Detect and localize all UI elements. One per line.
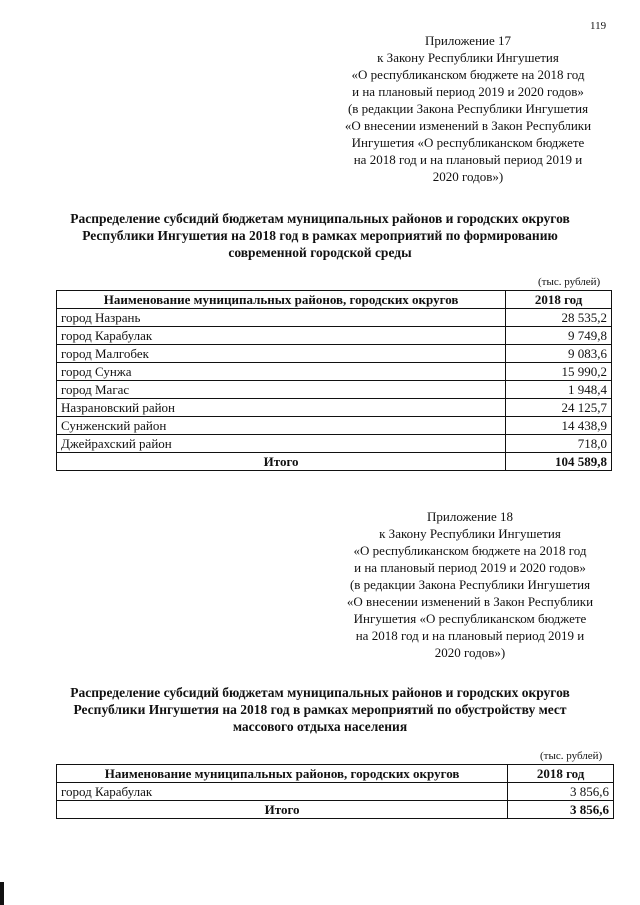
table-row <box>57 327 612 345</box>
appendix-17-heading <box>320 32 616 185</box>
row-name: город Назрань <box>57 309 506 327</box>
title-line: Республики Ингушетия на 2018 год в рамках мероприятий по формированию <box>82 228 558 243</box>
row-value: 3 856,6 <box>508 783 614 801</box>
table-total-row <box>57 453 612 471</box>
row-name: Джейрахский район <box>57 435 506 453</box>
table-row <box>57 381 612 399</box>
row-value: 15 990,2 <box>506 363 612 381</box>
appendix-17-line: к Закону Республики Ингушетия <box>377 50 559 65</box>
row-value: 9 083,6 <box>506 345 612 363</box>
row-value: 1 948,4 <box>506 381 612 399</box>
table-row <box>57 435 612 453</box>
page-number: 119 <box>590 20 607 32</box>
appendix-18-line: 2020 годов») <box>434 645 506 660</box>
units-label: (тыс. рублей) <box>540 750 603 762</box>
table-row <box>57 399 612 417</box>
row-name: город Магас <box>57 381 506 399</box>
row-name: город Сунжа <box>57 363 506 381</box>
appendix-17-line: Приложение 17 <box>424 33 512 48</box>
appendix-18-line: и на плановый период 2019 и 2020 годов» <box>354 560 586 575</box>
appendix-17-line: и на плановый период 2019 и 2020 годов» <box>352 84 584 99</box>
table-row <box>57 309 612 327</box>
appendix-18-line: Ингушетия «О республиканском бюджете <box>353 611 587 626</box>
appendix-17-line: на 2018 год и на плановый период 2019 и <box>353 152 583 167</box>
units-label: (тыс. рублей) <box>538 276 601 288</box>
appendix-18-line: Приложение 18 <box>426 509 514 524</box>
scan-edge-mark <box>0 882 4 905</box>
total-value: 3 856,6 <box>508 801 614 819</box>
title-line: Распределение субсидий бюджетам муниципальных районов и городских округов <box>70 211 570 226</box>
appendix-17-title <box>30 210 610 261</box>
row-value: 9 749,8 <box>506 327 612 345</box>
column-header-name: Наименование муниципальных районов, городских округов <box>57 291 506 309</box>
subsidy-table-17 <box>56 290 612 471</box>
title-line: Распределение субсидий бюджетам муниципальных районов и городских округов <box>70 685 570 700</box>
table-header-row <box>57 765 614 783</box>
table-row <box>57 783 614 801</box>
total-value: 104 589,8 <box>506 453 612 471</box>
table-row <box>57 417 612 435</box>
row-name: город Карабулак <box>57 783 508 801</box>
total-label: Итого <box>57 801 508 819</box>
appendix-17-line: 2020 годов») <box>432 169 504 184</box>
row-name: город Карабулак <box>57 327 506 345</box>
row-name: город Малгобек <box>57 345 506 363</box>
appendix-18-line: «О республиканском бюджете на 2018 год <box>353 543 587 558</box>
row-name: Назрановский район <box>57 399 506 417</box>
appendix-18-title <box>30 684 610 735</box>
column-header-year: 2018 год <box>508 765 614 783</box>
appendix-18-heading <box>322 508 618 661</box>
table-header-row <box>57 291 612 309</box>
appendix-18-line: (в редакции Закона Республики Ингушетия <box>349 577 591 592</box>
row-value: 28 535,2 <box>506 309 612 327</box>
total-label: Итого <box>57 453 506 471</box>
appendix-17-line: «О республиканском бюджете на 2018 год <box>351 67 585 82</box>
column-header-name: Наименование муниципальных районов, городских округов <box>57 765 508 783</box>
column-header-year: 2018 год <box>506 291 612 309</box>
appendix-17-line: (в редакции Закона Республики Ингушетия <box>347 101 589 116</box>
table-row <box>57 363 612 381</box>
table-total-row <box>57 801 614 819</box>
appendix-18-line: на 2018 год и на плановый период 2019 и <box>355 628 585 643</box>
title-line: Республики Ингушетия на 2018 год в рамках мероприятий по обустройству мест <box>73 702 567 717</box>
row-value: 14 438,9 <box>506 417 612 435</box>
title-line: массового отдыха населения <box>232 719 408 734</box>
title-line: современной городской среды <box>228 245 412 260</box>
appendix-18-line: «О внесении изменений в Закон Республики <box>346 594 594 609</box>
subsidy-table-18 <box>56 764 614 819</box>
appendix-17-line: Ингушетия «О республиканском бюджете <box>351 135 585 150</box>
appendix-18-line: к Закону Республики Ингушетия <box>379 526 561 541</box>
table-row <box>57 345 612 363</box>
row-name: Сунженский район <box>57 417 506 435</box>
row-value: 718,0 <box>506 435 612 453</box>
appendix-17-line: «О внесении изменений в Закон Республики <box>344 118 592 133</box>
row-value: 24 125,7 <box>506 399 612 417</box>
